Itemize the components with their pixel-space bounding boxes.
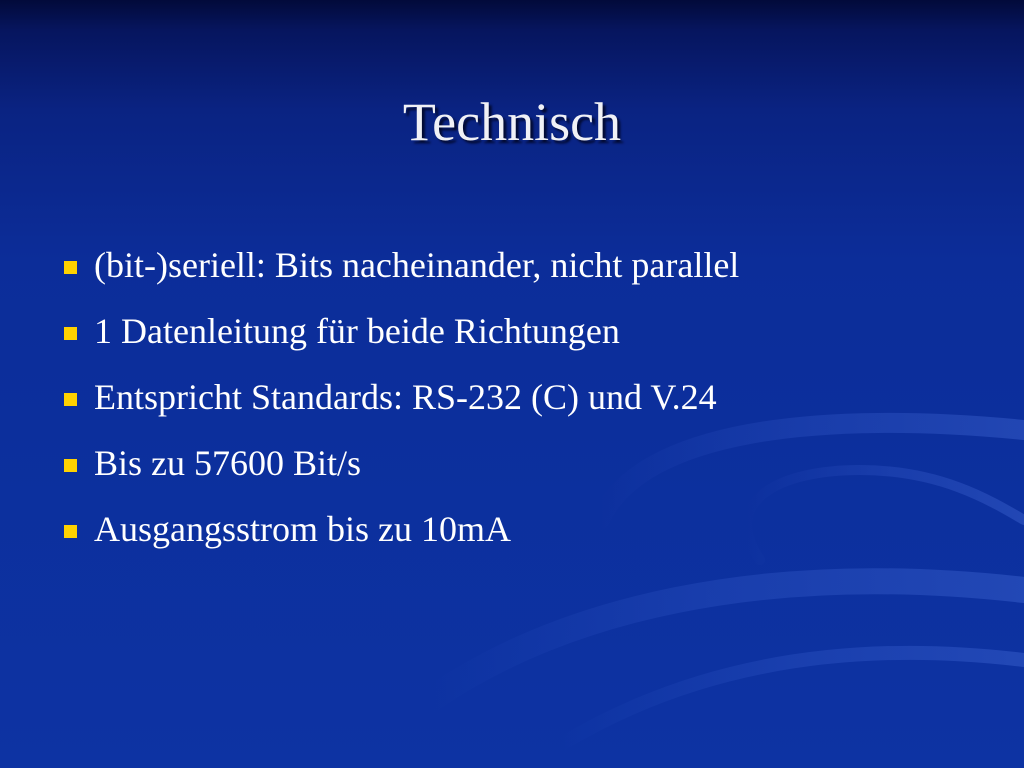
bullet-text: 1 Datenleitung für beide Richtungen bbox=[94, 311, 620, 351]
bullet-item bbox=[64, 364, 739, 430]
square-bullet-icon bbox=[64, 261, 77, 274]
bullet-text: Ausgangsstrom bis zu 10mA bbox=[94, 509, 511, 549]
square-bullet-icon bbox=[64, 327, 77, 340]
square-bullet-icon bbox=[64, 393, 77, 406]
bullet-item bbox=[64, 496, 739, 562]
square-bullet-icon bbox=[64, 459, 77, 472]
slide-title: Technisch bbox=[402, 92, 622, 152]
bullet-list bbox=[64, 232, 739, 562]
bullet-text: (bit-)seriell: Bits nacheinander, nicht parallel bbox=[94, 245, 740, 285]
bullet-item bbox=[64, 430, 739, 496]
bullet-text: Bis zu 57600 Bit/s bbox=[94, 443, 362, 483]
bullet-item bbox=[64, 232, 739, 298]
bullet-text: Entspricht Standards: RS-232 (C) und V.24 bbox=[94, 377, 717, 417]
square-bullet-icon bbox=[64, 525, 77, 538]
bullet-item bbox=[64, 298, 739, 364]
